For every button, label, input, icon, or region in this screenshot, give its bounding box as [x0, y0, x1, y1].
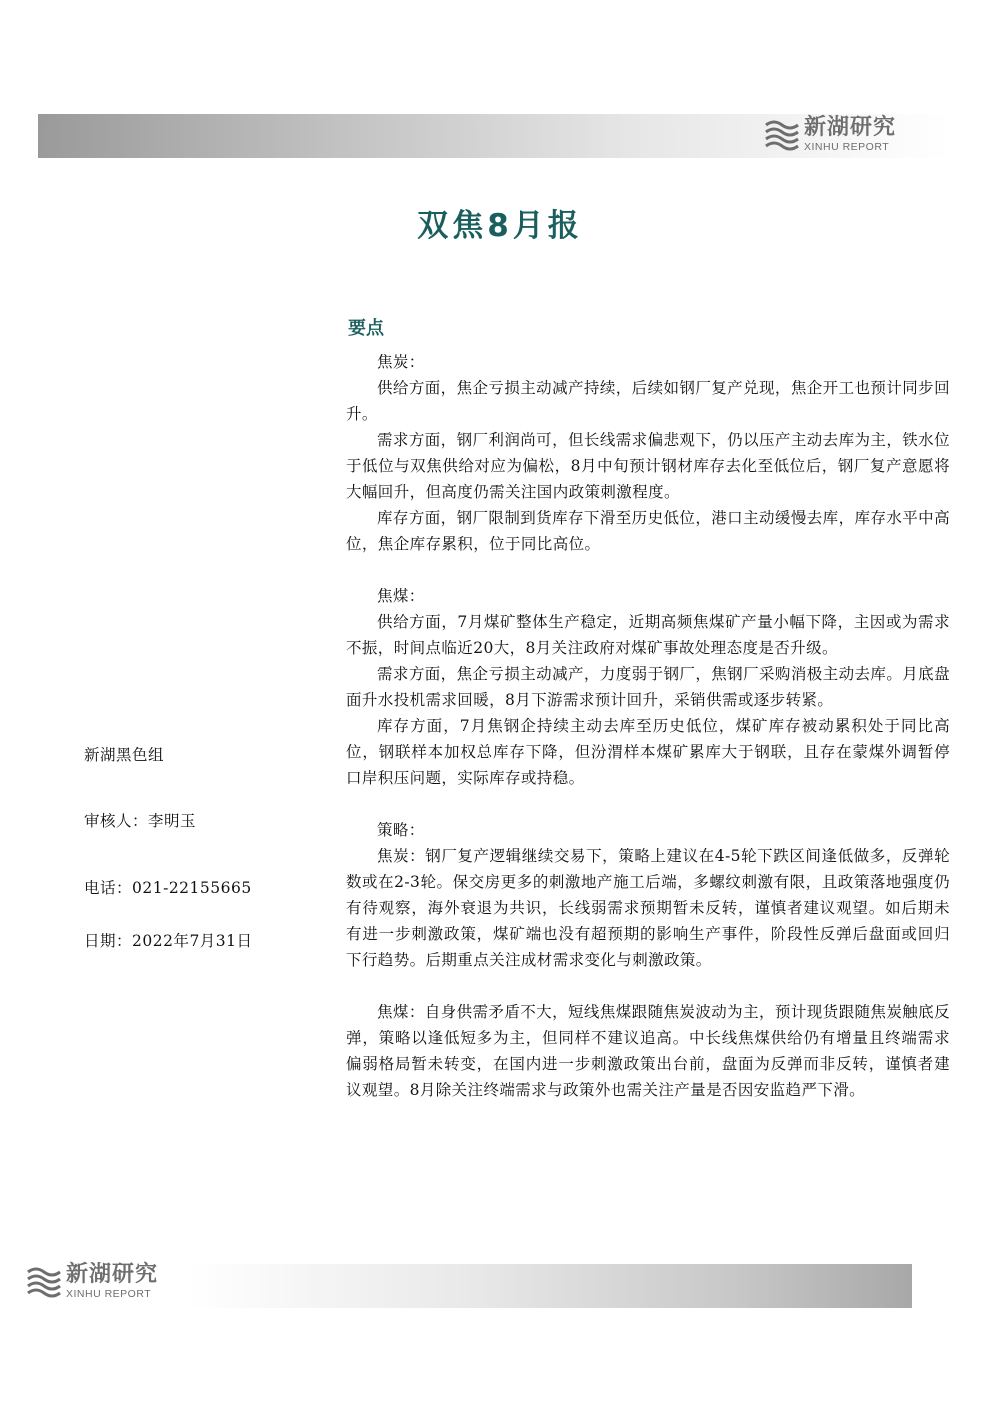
sidebar-date: 日期：2022年7月31日: [84, 932, 253, 950]
coke-supply: 供给方面，焦企亏损主动减产持续，后续如钢厂复产兑现，焦企开工也预计同步回升。: [346, 379, 950, 423]
xinhu-wave-icon: [764, 117, 800, 153]
header-logo: [764, 117, 896, 153]
coking-coal-inventory: 库存方面，7月焦钢企持续主动去库至历史低位，煤矿库存被动累积处于同比高位，钢联样本加权总库存下降，但汾渭样本煤矿累库大于钢联，且存在蒙煤外调暂停口岸积压问题，实际库存或持稳。: [346, 717, 950, 787]
sidebar-team: 新湖黑色组: [84, 746, 165, 764]
coke-inventory: 库存方面，钢厂限制到货库存下滑至历史低位，港口主动缓慢去库，库存水平中高位，焦企库存累积，位于同比高位。: [346, 509, 950, 553]
footer-logo: [26, 1264, 158, 1300]
logo-en-text: XINHU REPORT: [804, 141, 890, 154]
coke-demand: 需求方面，钢厂利润尚可，但长线需求偏悲观下，仍以压产主动去库为主，铁水位于低位与双焦供给对应为偏松，8月中旬预计钢材库存去化至低位后，钢厂复产意愿将大幅回升，但高度仍需关注国内政策刺激程度。: [346, 431, 950, 501]
logo-cn-text: 新湖研究: [66, 1262, 159, 1288]
footer-band: [188, 1264, 912, 1308]
coking-coal-demand: 需求方面，焦企亏损主动减产，力度弱于钢厂，焦钢厂采购消极主动去库。月底盘面升水投机需求回暖，8月下游需求预计回升，采销供需或逐步转紧。: [346, 665, 950, 709]
coking-coal-supply: 供给方面，7月煤矿整体生产稳定，近期高频焦煤矿产量小幅下降，主因或为需求不振，时间点临近20大，8月关注政府对煤矿事故处理态度是否升级。: [346, 613, 950, 657]
sidebar-phone: 电话：021-22155665: [84, 879, 252, 897]
key-points-heading: 要点: [348, 318, 384, 339]
coking-coal-label: 焦煤：: [377, 587, 425, 605]
strategy-coking-coal: 焦煤：自身供需矛盾不大，短线焦煤跟随焦炭波动为主，预计现货跟随焦炭触底反弹，策略以逢低短多为主，但同样不建议追高。中长线焦煤供给仍有增量且终端需求偏弱格局暂未转变，在国内进一步刺激政策出台前，盘面为反弹而非反转，谨慎者建议观望。8月除关注终端需求与政策外也需关注产量是否因安监趋严下滑。: [346, 1003, 950, 1099]
main-body: [346, 349, 950, 1103]
sidebar-reviewer: 审核人：李明玉: [84, 812, 197, 830]
coke-label: 焦炭：: [377, 353, 425, 371]
xinhu-wave-icon: [26, 1264, 62, 1300]
report-title: 双焦8月报: [417, 208, 583, 244]
logo-en-text: XINHU REPORT: [66, 1288, 152, 1301]
strategy-coke: 焦炭：钢厂复产逻辑继续交易下，策略上建议在4-5轮下跌区间逢低做多，反弹轮数或在2-3轮。保交房更多的刺激地产施工后端，多螺纹刺激有限，且政策落地强度仍有待观察，海外衰退为共识，长线弱需求预期暂未反转，谨慎者建议观望。如后期未有进一步刺激政策，煤矿端也没有超预期的影响生产事件，阶段性反弹后盘面或回归下行趋势。后期重点关注成材需求变化与刺激政策。: [346, 847, 950, 969]
strategy-label: 策略：: [377, 821, 425, 839]
logo-cn-text: 新湖研究: [804, 115, 897, 141]
